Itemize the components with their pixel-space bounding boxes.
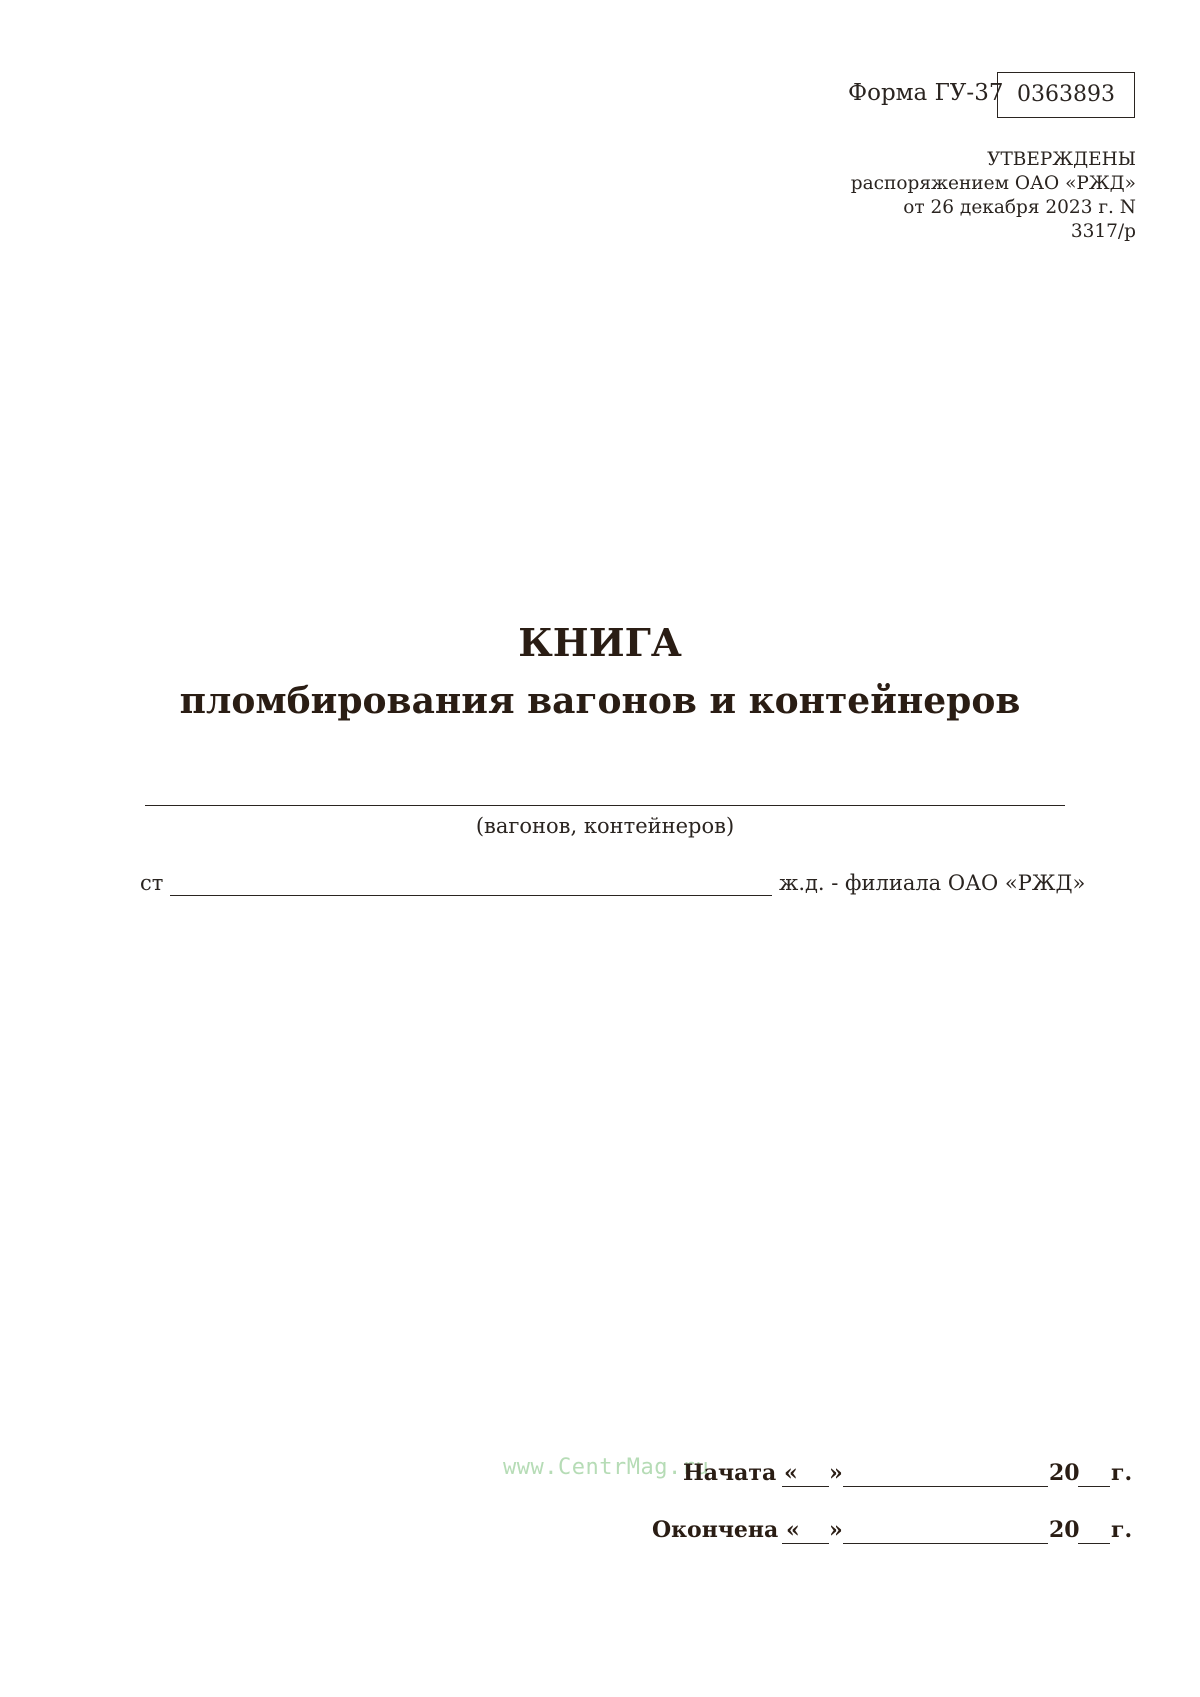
year-suffix: г. [1111, 1460, 1133, 1486]
year-prefix: 20 [1049, 1460, 1080, 1486]
started-label: Начата « [683, 1460, 798, 1486]
type-caption: (вагонов, контейнеров) [475, 814, 735, 838]
month-fill-line [843, 1486, 1048, 1487]
watermark: www.CentrMag.ru [503, 1455, 710, 1480]
document-subtitle: пломбирования вагонов и контейнеров [179, 680, 1021, 722]
approval-line: 3317/р [1070, 221, 1136, 242]
station-prefix: ст [140, 871, 164, 895]
day-fill-line [782, 1543, 829, 1544]
month-fill-line [843, 1543, 1048, 1544]
document-title: КНИГА [518, 620, 682, 665]
year-fill-line [1078, 1486, 1110, 1487]
day-fill-line [782, 1486, 829, 1487]
year-suffix: г. [1111, 1517, 1133, 1543]
quote-close: » [829, 1460, 843, 1486]
approval-line: УТВЕРЖДЕНЫ [987, 149, 1136, 170]
date-started-row [0, 1460, 1200, 1490]
approval-block [716, 148, 1136, 244]
station-fill-line [170, 895, 772, 896]
quote-close: » [829, 1517, 843, 1543]
date-finished-row [0, 1517, 1200, 1547]
form-label: Форма ГУ-37 [848, 80, 1004, 106]
station-suffix: ж.д. - филиала ОАО «РЖД» [779, 871, 1086, 895]
type-fill-line [145, 805, 1065, 806]
approval-line: от 26 декабря 2023 г. N [903, 197, 1136, 218]
finished-label: Окончена « [652, 1517, 800, 1543]
form-number-box: 0363893 [997, 72, 1135, 118]
year-fill-line [1078, 1543, 1110, 1544]
year-prefix: 20 [1049, 1517, 1080, 1543]
approval-line: распоряжением ОАО «РЖД» [850, 173, 1136, 194]
